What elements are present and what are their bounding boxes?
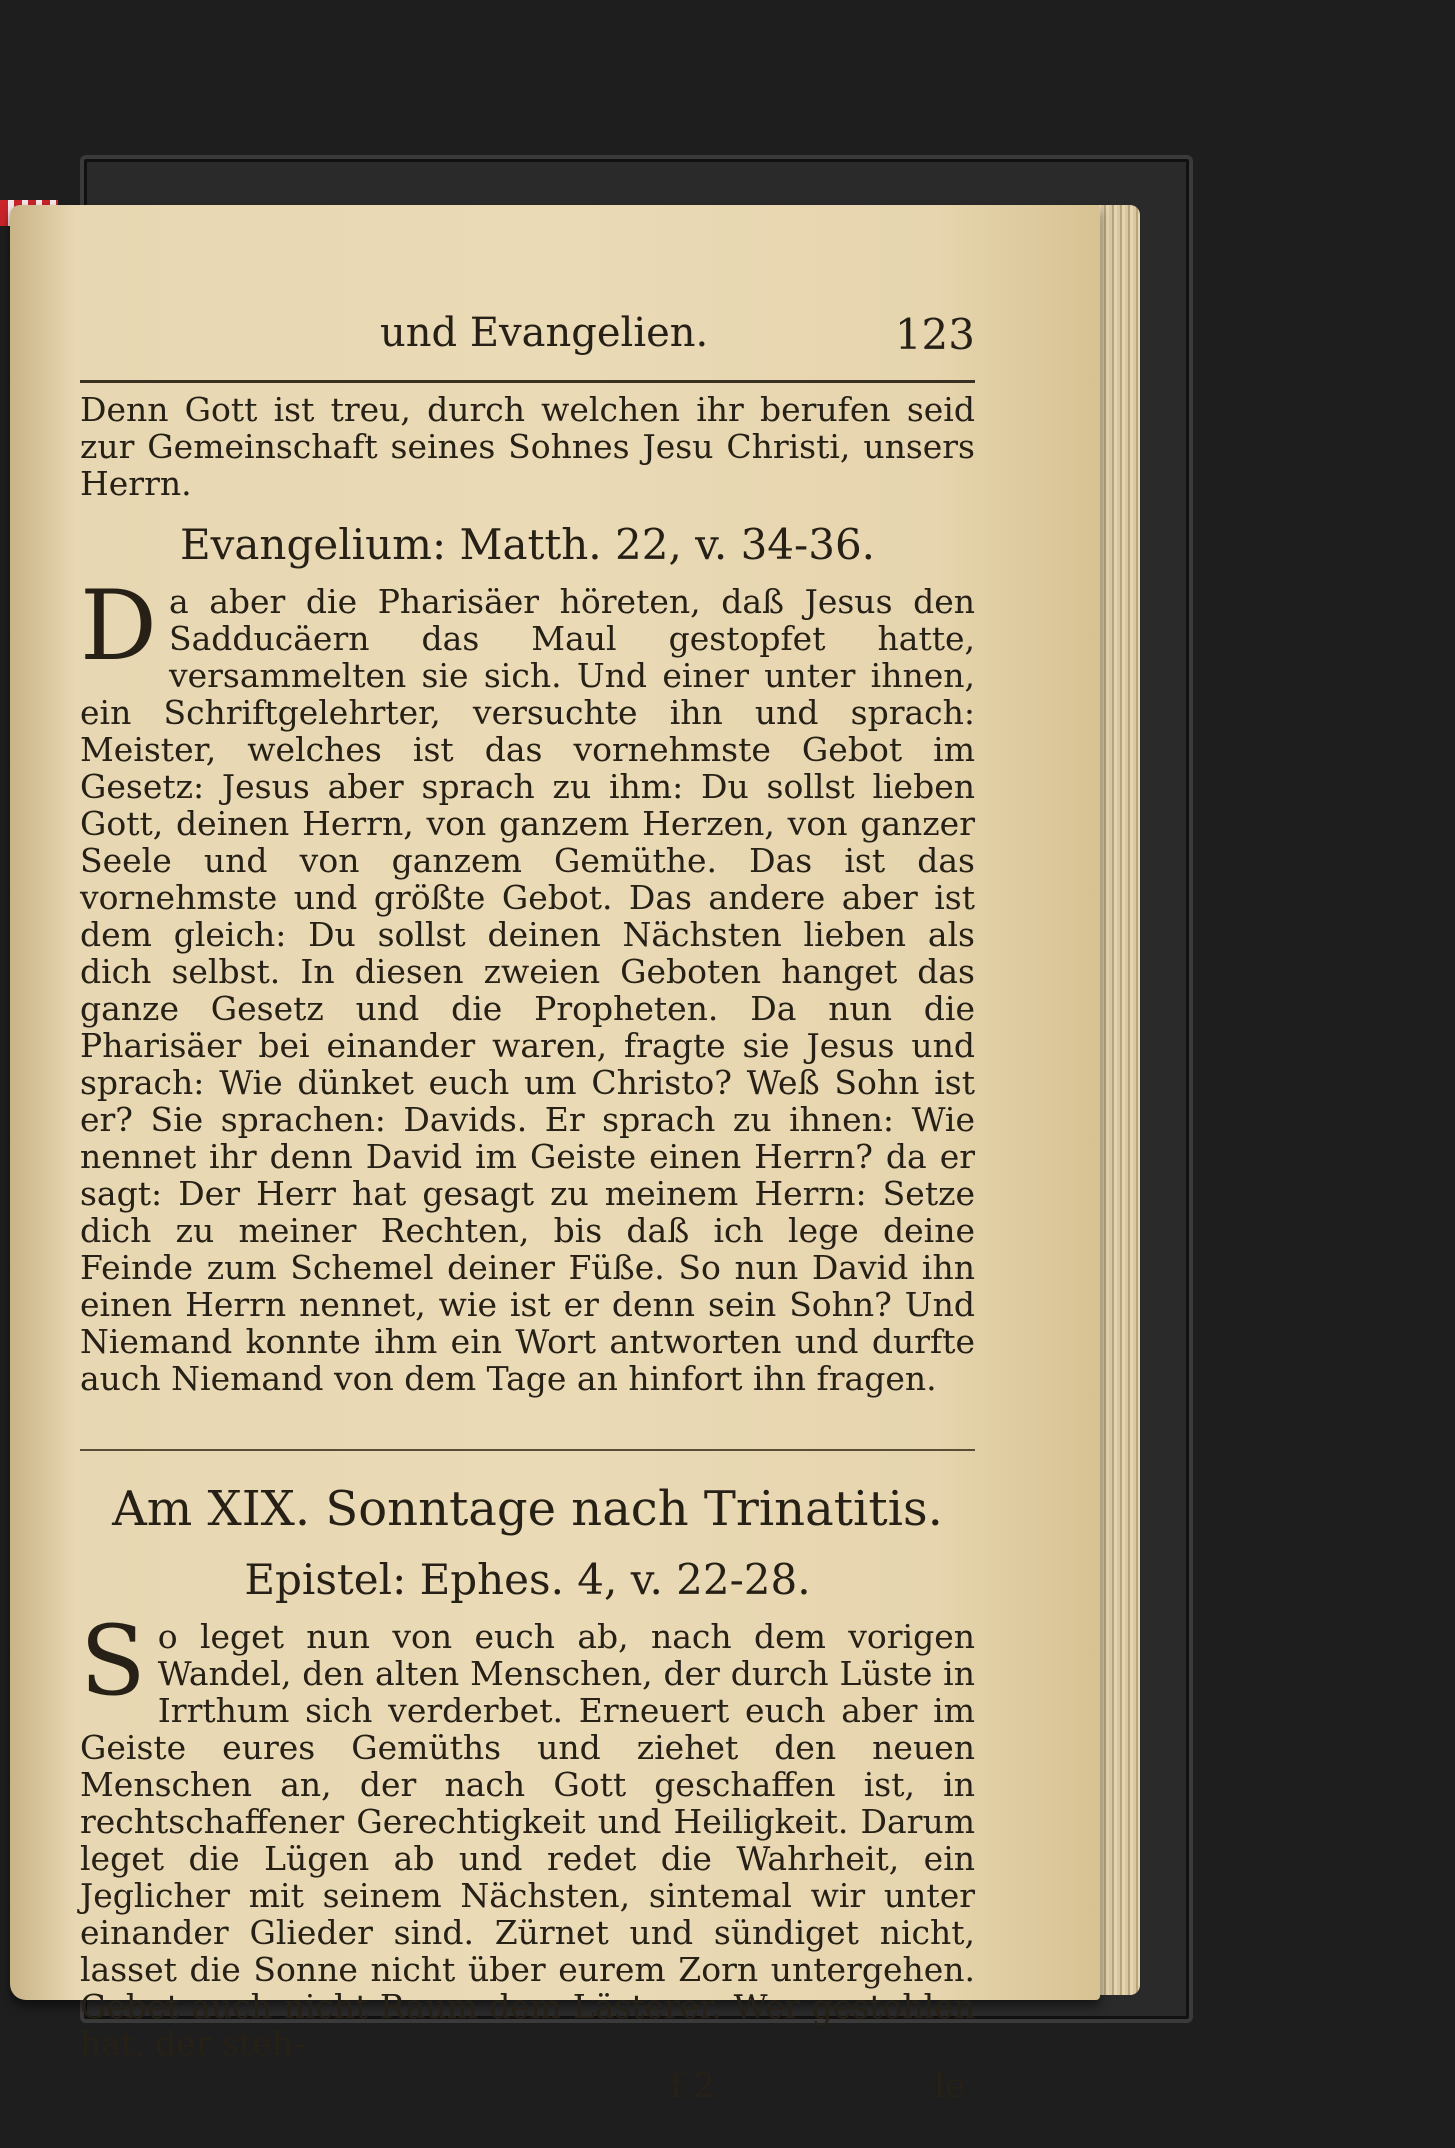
running-head: und Evangelien. bbox=[380, 310, 709, 356]
gospel-heading: Evangelium: Matth. 22, v. 34-36. bbox=[179, 520, 876, 569]
section-divider bbox=[80, 1449, 975, 1451]
sunday-title: Am XIX. Sonntage nach Trinatitis. bbox=[112, 1481, 943, 1537]
epistle-dropcap: S bbox=[80, 1605, 146, 1717]
catchword: le bbox=[934, 2066, 965, 2106]
epistle-heading: Epistel: Ephes. 4, v. 22-28. bbox=[244, 1555, 811, 1604]
gospel-text: a aber die Pharisäer höreten, daß Jesus den Sadducäern das Maul gestopfet hatte, versammelten sie sich. Und einer unter ihnen, ein Schriftgelehrter, versuchte ihn und sprach: Meister, welches ist das vornehmste Gebot im Gesetz: Jesus aber sprach zu ihm: Du sollst lieben Gott, deinen Herrn, von ganzem Herzen, von ganzer Seele und von ganzem Gemüthe. Das ist das vornehmste und größte Gebot. Das andere aber ist dem gleich: Du sollst deinen Nächsten lieben als dich selbst. In diesen zweien Geboten hanget das ganze Gesetz und die Propheten. Da nun die Pharisäer bei einander waren, fragte sie Jesus und sprach: Wie dünket euch um Christo? Weß Sohn ist er? Sie sprachen: Davids. Er sprach zu ihnen: Wie nennet ihr denn David im Geiste einen Herrn? da er sagt: Der Herr hat gesagt zu meinem Herrn: Setze dich zu meiner Rechten, bis daß ich lege deine Feinde zum Schemel deiner Füße. So nun David ihn einen Herrn nennet, wie ist er denn sein Sohn? Und Niemand konnte ihm ein Wort antworten und durfte auch Niemand von dem Tage an hinfort ihn fragen. bbox=[80, 582, 975, 1398]
page-content bbox=[80, 310, 975, 2106]
gospel-text-block bbox=[80, 570, 975, 1398]
signature-mark: f 2 bbox=[670, 2066, 716, 2106]
epistle-ending: Denn Gott ist treu, durch welchen ihr berufen seid zur Gemeinschaft seines Sohnes Jesu Christi, unsers Herrn. bbox=[80, 390, 975, 503]
header-rule bbox=[80, 380, 975, 383]
gospel-dropcap: D bbox=[80, 570, 157, 682]
page-number: 123 bbox=[894, 310, 975, 359]
page-footer bbox=[80, 2066, 975, 2106]
epistle-text: o leget nun von euch ab, nach dem vorigen Wandel, den alten Menschen, der durch Lüste in Irrthum sich verderbet. Erneuert euch aber im Geiste eures Gemüths und ziehet den neuen Menschen an, der nach Gott geschaffen ist, in rechtschaffener Gerechtigkeit und Heiligkeit. Darum leget die Lügen ab und redet die Wahrheit, ein Jeglicher mit seinem Nächsten, sintemal wir unter einander Glieder sind. Zürnet und sündiget nicht, lasset die Sonne nicht über eurem Zorn untergehen. Gebet auch nicht Raum dem Lästerer. Wer gestohlen hat, der steh- bbox=[80, 1617, 975, 2063]
page-header bbox=[80, 310, 975, 370]
book-page bbox=[10, 205, 1100, 2106]
epistle-text-block bbox=[80, 1605, 975, 2063]
